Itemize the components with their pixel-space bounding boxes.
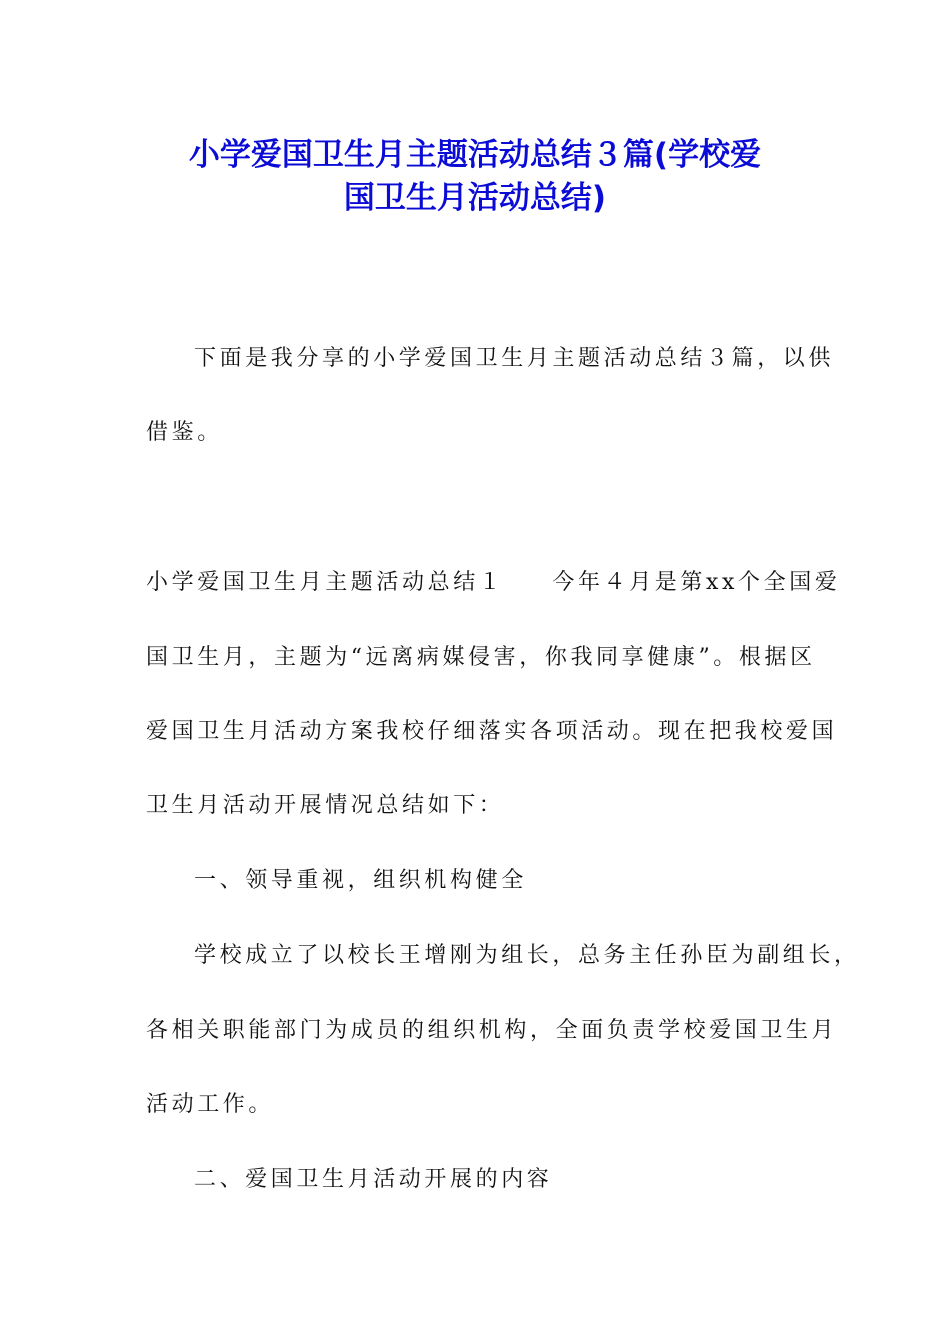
intro-line-1: 下面是我分享的小学爱国卫生月主题活动总结３篇，以供 — [194, 346, 835, 371]
section-1-line-2: 国卫生月，主题为“远离病媒侵害，你我同享健康”。根据区 — [146, 645, 816, 670]
intro-line-2: 借鉴。 — [146, 420, 223, 445]
point-1-heading: 一、领导重视，组织机构健全 — [194, 868, 527, 893]
document-title-line-1: 小学爱国卫生月主题活动总结３篇(学校爱 — [188, 137, 762, 173]
section-1-line-3: 爱国卫生月活动方案我校仔细落实各项活动。现在把我校爱国 — [146, 719, 838, 744]
point-1-line-3: 活动工作。 — [146, 1092, 275, 1117]
section-1-line-4: 卫生月活动开展情况总结如下： — [146, 793, 505, 818]
section-1-heading: 小学爱国卫生月主题活动总结１ — [146, 570, 505, 595]
point-1-line-2: 各相关职能部门为成员的组织机构，全面负责学校爱国卫生月 — [146, 1018, 838, 1043]
section-1-line-1-text: 今年４月是第xx个全国爱 — [552, 570, 841, 595]
document-title-line-2: 国卫生月活动总结) — [343, 180, 607, 216]
point-2-heading: 二、爱国卫生月活动开展的内容 — [194, 1167, 553, 1192]
point-1-line-1: 学校成立了以校长王增刚为组长，总务主任孙臣为副组长， — [194, 943, 860, 968]
section-1-first-line — [146, 568, 840, 598]
